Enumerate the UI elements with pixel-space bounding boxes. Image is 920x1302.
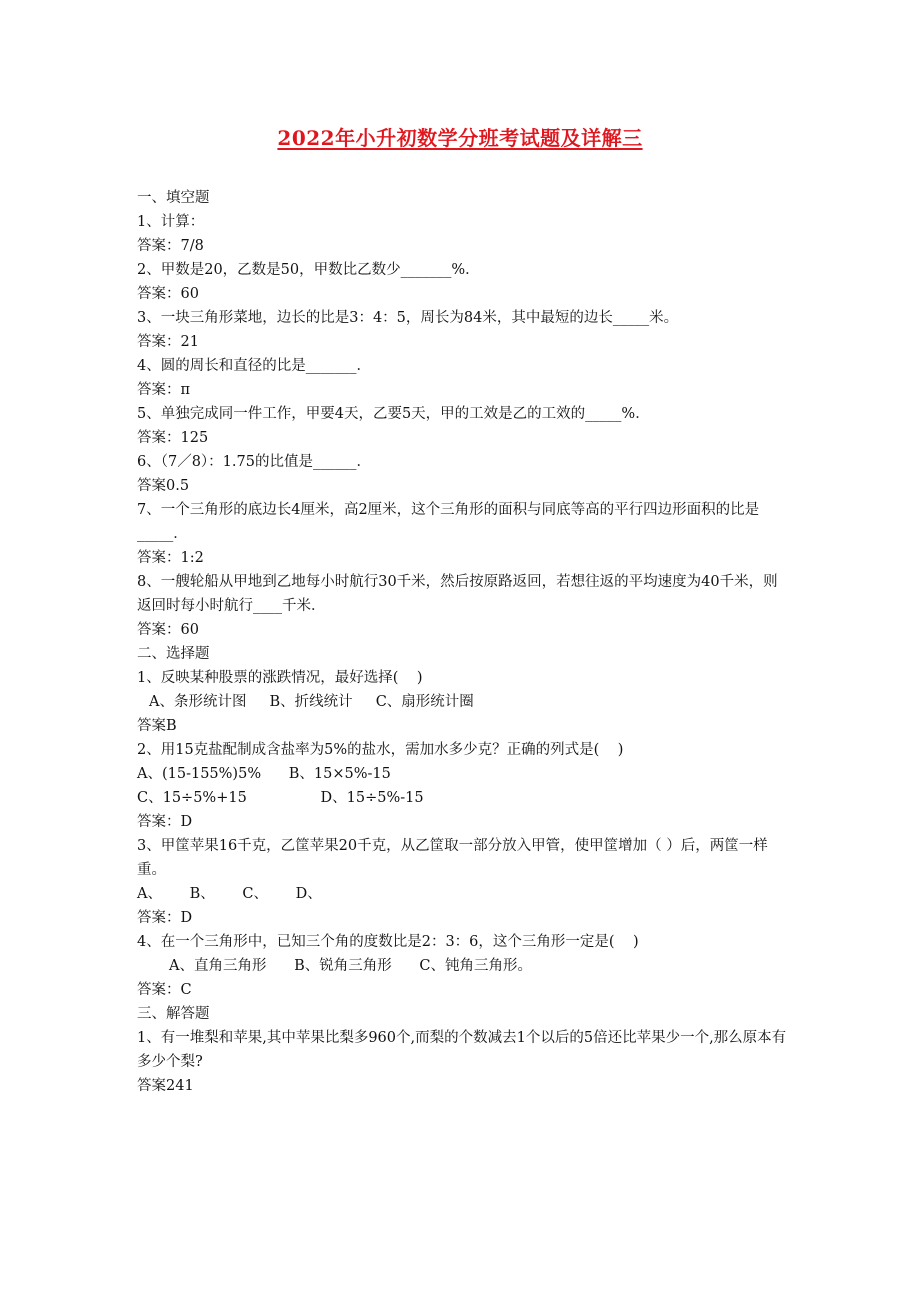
- problem-answer-1: 答案241: [137, 1078, 194, 1094]
- problem-question-1: 1、有一堆梨和苹果,其中苹果比梨多960个,而梨的个数减去1个以后的5倍还比苹果少一个,那么原本有多少个梨?: [137, 1030, 787, 1070]
- section-heading-problem-solving: 三、解答题: [137, 1006, 210, 1022]
- document-title: 2022年小升初数学分班考试题及详解三: [277, 126, 643, 150]
- choice-options-1: A、条形统计图 B、折线统计 C、扇形统计圈: [149, 694, 474, 710]
- section-heading-multiple-choice: 二、选择题: [137, 646, 210, 662]
- question-1: 1、计算：: [137, 214, 205, 230]
- choice-question-2: 2、用15克盐配制成含盐率为5%的盐水，需加水多少克？正确的列式是( ): [137, 742, 624, 758]
- choice-answer-3: 答案：D: [137, 910, 193, 926]
- question-5: 5、单独完成同一件工作，甲要4天，乙要5天，甲的工效是乙的工效的_____%．: [137, 406, 650, 422]
- question-3: 3、一块三角形菜地，边长的比是3：4：5，周长为84米，其中最短的边长_____米。: [137, 310, 679, 326]
- answer-1: 答案：7/8: [137, 238, 204, 254]
- answer-3: 答案：21: [137, 334, 199, 350]
- choice-question-1: 1、反映某种股票的涨跌情况，最好选择( ): [137, 670, 423, 686]
- answer-8: 答案：60: [137, 622, 199, 638]
- choice-options-2a: A、(15-155%)5% B、15×5%-15: [137, 766, 391, 782]
- choice-options-2b: C、15÷5%+15 D、15÷5%-15: [137, 790, 424, 806]
- question-8: 8、一艘轮船从甲地到乙地每小时航行30千米，然后按原路返回，若想往返的平均速度为40千米，则返回时每小时航行____千米．: [137, 574, 778, 614]
- choice-answer-2: 答案：D: [137, 814, 193, 830]
- choice-question-3: 3、甲筐苹果16千克，乙筐苹果20千克，从乙筐取一部分放入甲管，使甲筐增加（ ）后，两筐一样重。: [137, 838, 768, 878]
- answer-7: 答案：1:2: [137, 550, 204, 566]
- answer-2: 答案：60: [137, 286, 199, 302]
- question-2: 2、甲数是20，乙数是50，甲数比乙数少_______%．: [137, 262, 480, 278]
- section-heading-fill-blank: 一、填空题: [137, 190, 210, 206]
- question-7: 7、一个三角形的底边长4厘米，高2厘米，这个三角形的面积与同底等高的平行四边形面积的比是_____．: [137, 502, 760, 542]
- question-6: 6、（7／8）：1.75的比值是______．: [137, 454, 371, 470]
- answer-6: 答案0.5: [137, 478, 190, 494]
- choice-options-3: A、 B、 C、 D、: [137, 886, 322, 902]
- answer-5: 答案：125: [137, 430, 209, 446]
- document-body: [137, 186, 789, 1098]
- choice-answer-4: 答案：C: [137, 982, 192, 998]
- choice-options-4: A、直角三角形 B、锐角三角形 C、钝角三角形。: [169, 958, 533, 974]
- answer-4: 答案：π: [137, 382, 191, 398]
- choice-question-4: 4、在一个三角形中，已知三个角的度数比是2：3：6，这个三角形一定是( ): [137, 934, 639, 950]
- question-4: 4、圆的周长和直径的比是_______．: [137, 358, 371, 374]
- choice-answer-1: 答案B: [137, 718, 177, 734]
